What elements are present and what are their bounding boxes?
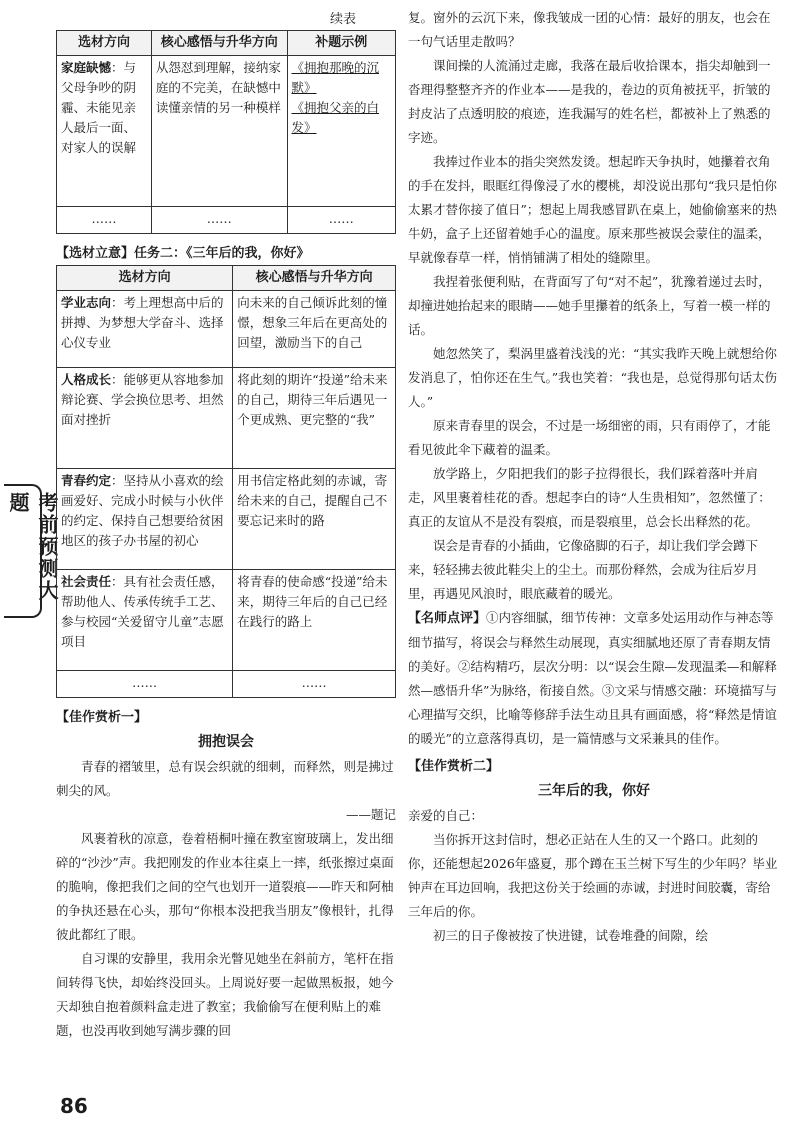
- essay2-title: 三年后的我，你好: [538, 783, 650, 799]
- paragraph: 自习课的安静里，我用余光瞥见她坐在斜前方，笔杆在指间转得飞快，却始终没回头。上周说好要一起做黑板报，她今天却独自抱着颜料盒走进了教室；我偷偷写在便利贴上的难题，也没再收到她写满步骤的回: [56, 951, 394, 1038]
- side-tab: [4, 484, 59, 618]
- epigraph: 青春的褶皱里，总有误会织就的细刺，而释然，则是拂过刺尖的风。: [56, 759, 394, 798]
- example-title: 《拥抱那晚的沉默》: [291, 60, 380, 95]
- table-row: …… ……: [57, 671, 396, 698]
- paragraph: 初三的日子像被按了快进键，试卷堆叠的间隙，绘: [433, 928, 709, 943]
- comment-label: 【名师点评】: [408, 611, 487, 626]
- table1-header-3: 补题示例: [287, 31, 396, 56]
- table-row: 学业志向：考上理想高中后的拼搏、为梦想大学奋斗、选择心仪专业 向未来的自己倾诉此刻的憧憬，想象三年后在更高处的回望，激励当下的自己: [57, 291, 396, 368]
- side-tab-label: 考前预测大题: [6, 492, 59, 602]
- salutation: 亲爱的自己：: [408, 808, 484, 823]
- paragraph: 原来青春里的误会，不过是一场细密的雨，只有雨停了，才能看见彼此伞下藏着的温柔。: [408, 418, 771, 457]
- table-continued: [56, 30, 396, 234]
- table-row: 社会责任：具有社会责任感，帮助他人、传承传统手工艺、参与校园“关爱留守儿童”志愿项目 将青春的使命感“投递”给未来，期待三年后的自己已经在践行的路上: [57, 570, 396, 671]
- right-column: [408, 6, 780, 948]
- example-title: 《拥抱父亲的白发》: [291, 100, 380, 135]
- paragraph: 复。窗外的云沉下来，像我皱成一团的心情：最好的朋友，也会在一句气话里走散吗？: [408, 10, 771, 49]
- epigraph-sign: ——题记: [345, 807, 396, 822]
- table-task2: [56, 265, 396, 698]
- essay2-heading: 【佳作赏析二】: [408, 759, 500, 774]
- table-row: 人格成长：能够更从容地参加辩论赛、学会换位思考、坦然面对挫折 将此刻的期许“投递”给未来的自己，期待三年后遇见一个更成熟、更完整的“我”: [57, 368, 396, 469]
- table1-cell-insight: 从怨怼到理解，接纳家庭的不完美，在缺憾中读懂亲情的另一种模样: [151, 56, 287, 207]
- keyword: 家庭缺憾: [61, 60, 112, 75]
- paragraph: 风裹着秋的凉意，卷着梧桐叶撞在教室窗玻璃上，发出细碎的“沙沙”声。我把刚发的作业本往桌上一摔，纸张擦过桌面的脆响，像把我们之间的空气也划开一道裂痕——昨天和阿柚的争执还悬在心头，那句“你根本没把我当朋友”像根针，扎得彼此都红了眼。: [56, 831, 394, 942]
- essay1-title: 拥抱误会: [198, 734, 254, 750]
- paragraph: 我捏着张便利贴，在背面写了句“对不起”，犹豫着递过去时，却撞进她抬起来的眼睛——她手里攥着的纸条上，写着一模一样的话。: [408, 274, 771, 337]
- table2-header-1: 选材方向: [57, 266, 233, 291]
- task2-heading: 【选材立意】任务二：《三年后的我，你好》: [56, 246, 310, 261]
- essay1-heading: 【佳作赏析一】: [56, 710, 148, 725]
- paragraph: 放学路上，夕阳把我们的影子拉得很长，我们踩着落叶并肩走，风里裹着桂花的香。想起李白的诗“人生贵相知”，忽然懂了：真正的友谊从不是没有裂痕，而是裂痕里，总会长出释然的花。: [408, 466, 771, 529]
- left-column: [56, 0, 396, 1043]
- table-row: 青春约定：坚持从小喜欢的绘画爱好、完成小时候与小伙伴的约定、保持自己想要给贫困地区的孩子办书屋的初心 用书信定格此刻的赤诚，寄给未来的自己，提醒自己不要忘记来时的路: [57, 469, 396, 570]
- page-number: 86: [60, 1094, 88, 1118]
- table1-cell-examples: [287, 56, 396, 207]
- paragraph: 当你拆开这封信时，想必正站在人生的又一个路口。此刻的你，还能想起2026年盛夏，那个蹲在玉兰树下写生的少年吗？毕业钟声在耳边回响，我把这份关于绘画的赤诚，封进时间胶囊，寄给三年后的你。: [408, 832, 778, 919]
- table1-cell-direction: 家庭缺憾：与父母争吵的阴霾、未能见亲人最后一面、对家人的误解: [57, 56, 152, 207]
- teacher-comment: 【名师点评】①内容细腻，细节传神：文章多处运用动作与神态等细节描写，将误会与释然生动展现，真实细腻地还原了青春期友情的美好。②结构精巧，层次分明：以“误会生隙—发现温柔—和解释然—感悟升华”为脉络，衔接自然。③文采与情感交融：环境描写与心理描写交织，比喻等修辞手法生动且具有画面感，将“释然是情谊的暖光”的立意落得真切，是一篇情感与文采兼具的佳作。: [408, 610, 777, 746]
- paragraph: 误会是青春的小插曲，它像硌脚的石子，却让我们学会蹲下来，轻轻拂去彼此鞋尖上的尘土。而那份释然，会成为往后岁月里，再遇见风浪时，眼底藏着的暖光。: [408, 538, 759, 601]
- table2-header-2: 核心感悟与升华方向: [233, 266, 396, 291]
- table1-header-1: 选材方向: [57, 31, 152, 56]
- table-row: [57, 56, 396, 207]
- paragraph: 课间操的人流涌过走廊，我落在最后收拾课本，指尖却触到一沓理得整整齐齐的作业本——是我的，卷边的页角被抚平，折皱的封皮沾了点透明胶的痕迹，连我漏写的姓名栏，都被补上了熟悉的字迹。: [408, 58, 771, 145]
- table-row: …… …… ……: [57, 207, 396, 234]
- table1-header-2: 核心感悟与升华方向: [151, 31, 287, 56]
- continued-label: 续表: [330, 12, 357, 27]
- paragraph: 我捧过作业本的指尖突然发烫。想起昨天争执时，她攥着衣角的手在发抖，眼眶红得像浸了水的樱桃，却没说出那句“我只是怕你太累才替你接了值日”；想起上周我感冒趴在桌上，她偷偷塞来的热牛奶，盒子上还留着她手心的温度。原来那些被误会蒙住的温柔，早就像春草一样，悄悄铺满了相处的缝隙里。: [408, 154, 777, 265]
- paragraph: 她忽然笑了，梨涡里盛着浅浅的光：“其实我昨天晚上就想给你发消息了，怕你还在生气。”我也笑着：“我也是，总觉得那句话太伤人。”: [408, 346, 778, 409]
